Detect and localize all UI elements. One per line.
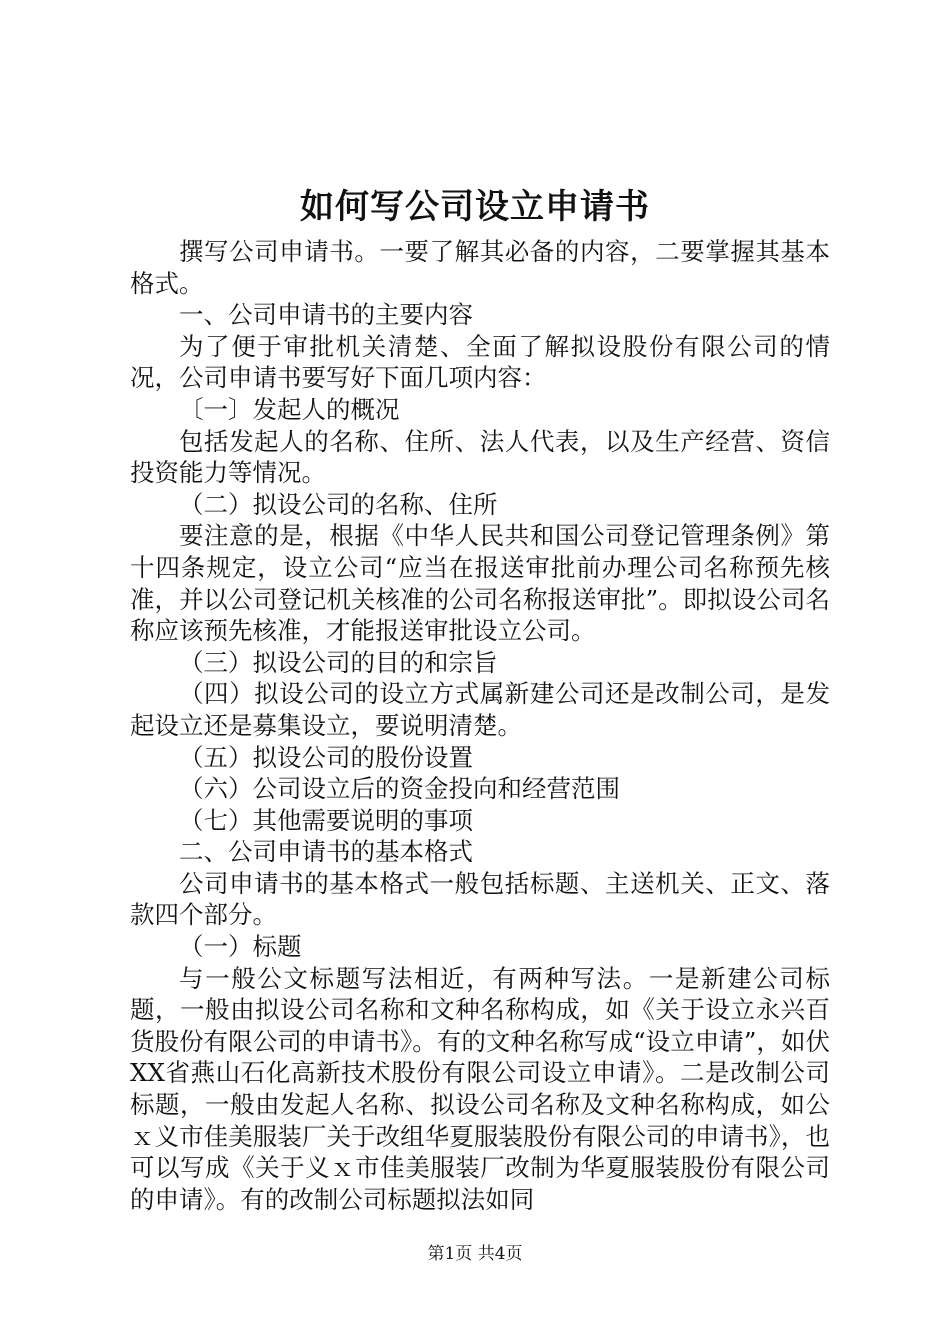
paragraph-sponsor: 包括发起人的名称、住所、法人代表，以及生产经营、资信投资能力等情况。 <box>130 426 830 488</box>
page-number-footer: 第1页 共4页 <box>427 1244 523 1264</box>
document-title: 如何写公司设立申请书 <box>300 187 650 227</box>
subheading-1: 〔一〕发起人的概况 <box>179 394 400 424</box>
subheading-5: （五）拟设公司的股份设置 <box>179 742 473 772</box>
subheading-7: （七）其他需要说明的事项 <box>179 805 473 835</box>
subheading-6: （六）公司设立后的资金投向和经营范围 <box>179 774 620 804</box>
paragraph-content-intro: 为了便于审批机关清楚、全面了解拟设股份有限公司的情况，公司申请书要写好下面几项内容： <box>130 331 830 393</box>
section-heading-basic-format: 二、公司申请书的基本格式 <box>179 837 473 867</box>
subheading-title: （一）标题 <box>179 932 302 962</box>
subheading-4: （四）拟设公司的设立方式属新建公司还是改制公司，是发起设立还是募集设立，要说明清楚。 <box>130 679 830 740</box>
section-heading-main-content: 一、公司申请书的主要内容 <box>179 300 473 330</box>
document-body <box>130 236 830 1215</box>
paragraph-format-intro: 公司申请书的基本格式一般包括标题、主送机关、正文、落款四个部分。 <box>130 868 830 930</box>
subheading-3: （三）拟设公司的目的和宗旨 <box>179 647 498 677</box>
subheading-2: （二）拟设公司的名称、住所 <box>179 489 498 519</box>
paragraph-name-note: 要注意的是，根据《中华人民共和国公司登记管理条例》第十四条规定，设立公司“应当在报送审批前办理公司名称预先核准，并以公司登记机关核准的公司名称报送审批”。即拟设公司名称应该预先核准，才能报送审批设立公司。 <box>130 521 830 646</box>
paragraph-title-writing: 与一般公文标题写法相近，有两种写法。一是新建公司标题，一般由拟设公司名称和文种名称构成，如《关于设立永兴百货股份有限公司的申请书》。有的文种名称写成“设立申请”，如伏XX省燕山石化高新技术股份有限公司设立申请》。二是改制公司标题，一般由发起人名称、拟设公司名称及文种名称构成，如公ｘ义市佳美服装厂关于改组华夏服装股份有限公司的申请书》，也可以写成《关于义ｘ市佳美服装厂改制为华夏服装股份有限公司的申请》。有的改制公司标题拟法如同 <box>130 963 830 1214</box>
paragraph-intro: 撰写公司申请书。一要了解其必备的内容，二要掌握其基本格式。 <box>130 237 830 298</box>
